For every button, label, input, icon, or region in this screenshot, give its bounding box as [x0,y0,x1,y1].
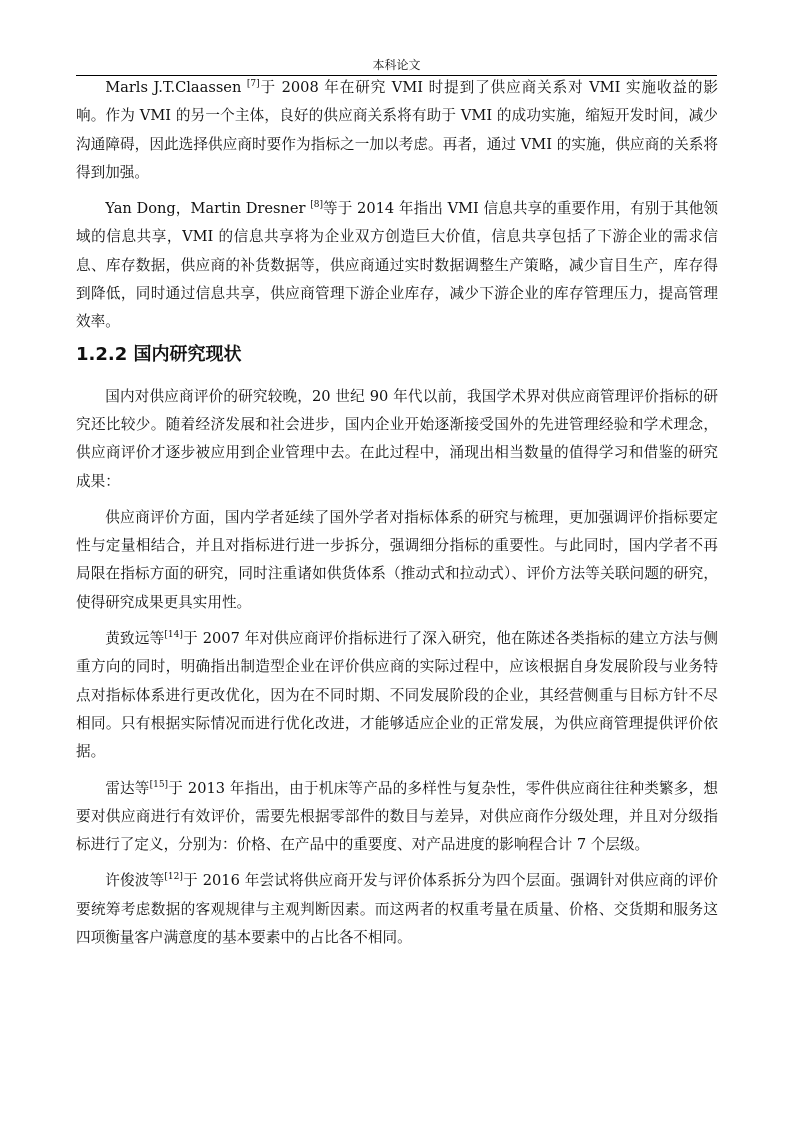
paragraph [76,625,718,766]
paragraph-text: 供应商评价方面，国内学者延续了国外学者对指标体系的研究与梳理，更加强调评价指标要定性与定量相结合，并且对指标进行进一步拆分，强调细分指标的重要性。与此同时，国内学者不再局限在指标方面的研究，同时注重诸如供货体系（推动式和拉动式）、评价方法等关联问题的研究，使得研究成果更具实用性。 [76,508,718,611]
paragraph-text: 国内对供应商评价的研究较晚，20 世纪 90 年代以前，我国学术界对供应商管理评价指标的研究还比较少。随着经济发展和社会进步，国内企业开始逐渐接受国外的先进管理经验和学术理念，供应商评价才逐步被应用到企业管理中去。在此过程中，涌现出相当数量的值得学习和借鉴的研究成果： [76,387,718,490]
page-header [76,56,717,76]
citation-ref: [14] [164,630,183,641]
header-title: 本科论文 [372,58,421,72]
paragraph [76,504,718,617]
paragraph-text: 于 2016 年尝试将供应商开发与评价体系拆分为四个层面。强调针对供应商的评价要统筹考虑数据的客观规律与主观判断因素。而这两者的权重考量在质量、价格、交货期和服务这四项衡量客户满意度的基本要素中的占比各不相同。 [76,872,718,947]
page-body [76,74,718,952]
paragraph-text: 于 2008 年在研究 VMI 时提到了供应商关系对 VMI 实施收益的影响。作为 VMI 的另一个主体，良好的供应商关系将有助于 VMI 的成功实施，缩短开发时间，减少沟通障碍，因此选择供应商时要作为指标之一加以考虑。再者，通过 VMI 的实施，供应商的关系将得到加强。 [76,79,718,181]
paragraph [76,383,718,496]
citation-author: 黄致远等 [105,630,165,648]
citation-author: Yan Dong，Martin Dresner [105,200,311,218]
citation-ref: [7] [246,79,260,90]
citation-author: 许俊波等 [105,872,165,890]
section-heading [76,341,718,369]
paragraph [76,775,718,860]
citation-author: Marls J.T.Claassen [105,79,247,96]
citation-ref: [12] [164,872,183,883]
citation-ref: [8] [310,200,323,211]
paragraph-text: 于 2013 年指出，由于机床等产品的多样性与复杂性，零件供应商往往种类繁多，想要对供应商进行有效评价，需要先根据零部件的数目与差异，对供应商作分级处理，并且对分级指标进行了定义，分别为：价格、在产品中的重要度、对产品进度的影响程合计 7 个层级。 [76,779,718,854]
paragraph [76,867,718,952]
paragraph-text: 等于 2014 年指出 VMI 信息共享的重要作用，有别于其他领域的信息共享，VMI 的信息共享将为企业双方创造巨大价值，信息共享包括了下游企业的需求信息、库存数据，供应商的补货数据等，供应商通过实时数据调整生产策略，减少盲目生产，库存得到降低，同时通过信息共享，供应商管理下游企业库存，减少下游企业的库存管理压力，提高管理效率。 [76,200,718,331]
section-title: 国内研究现状 [133,343,242,365]
citation-ref: [15] [149,779,169,790]
paragraph [76,195,718,336]
section-number: 1.2.2 [76,343,128,365]
paragraph-text: 于 2007 年对供应商评价指标进行了深入研究，他在陈述各类指标的建立方法与侧重方向的同时，明确指出制造型企业在评价供应商的实际过程中，应该根据自身发展阶段与业务特点对指标体系进行更改优化，因为在不同时期、不同发展阶段的企业，其经营侧重与目标方针不尽相同。只有根据实际情况而进行优化改进，才能够适应企业的正常发展，为供应商管理提供评价依据。 [76,630,718,761]
paragraph [76,74,718,187]
citation-author: 雷达等 [105,779,150,797]
